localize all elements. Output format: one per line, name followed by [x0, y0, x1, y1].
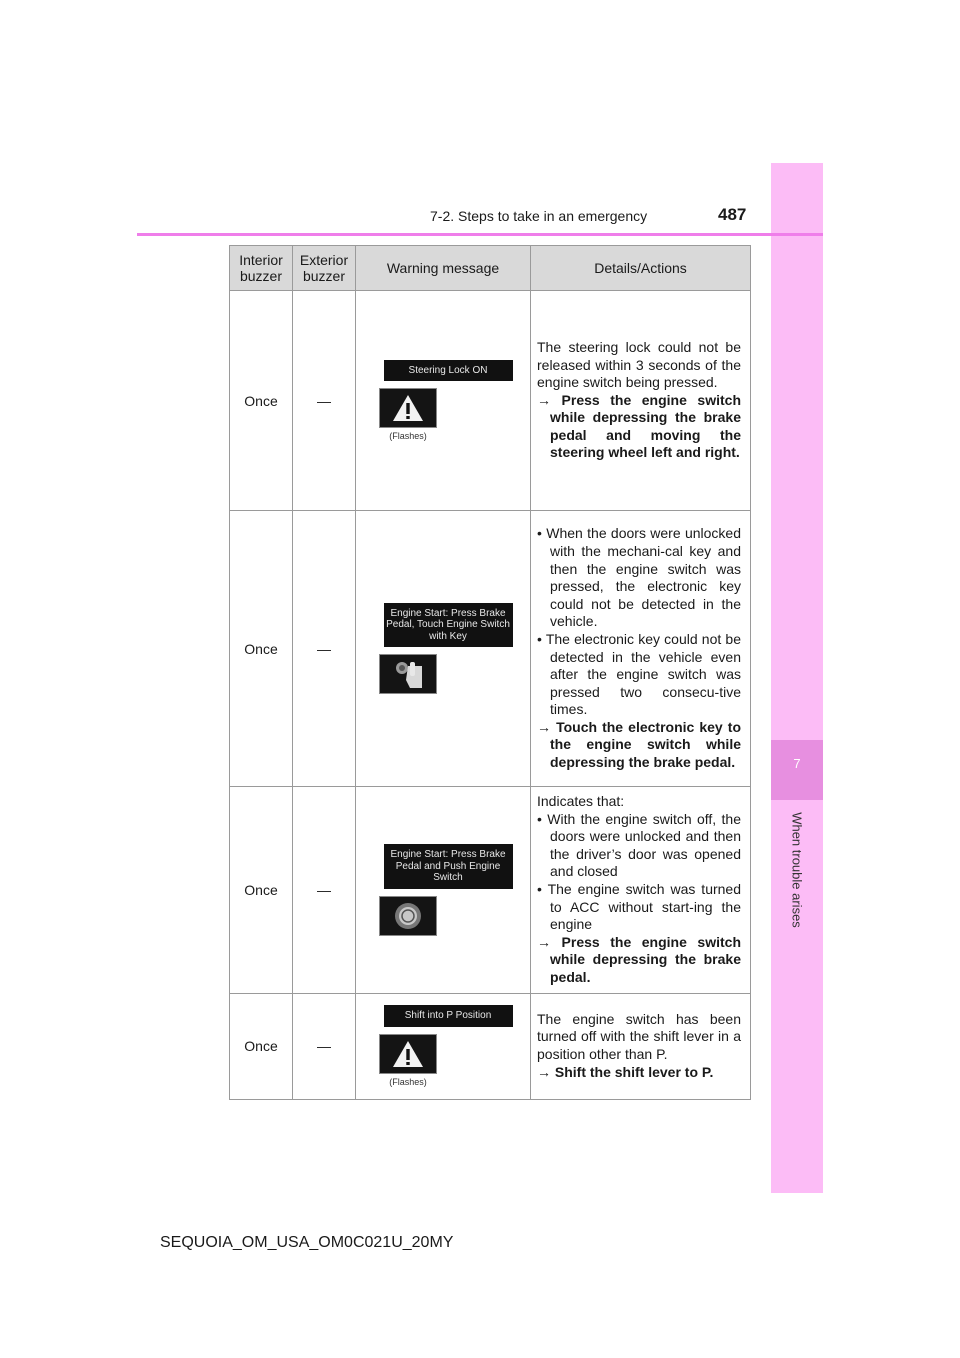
- bullet-icon: •: [537, 525, 547, 542]
- details-cell: [531, 993, 751, 1099]
- warning-message-display: Steering Lock ON: [384, 360, 513, 382]
- warning-message-display: Shift into P Position: [384, 1005, 513, 1027]
- detail-action: → Shift the shift lever to P.: [537, 1063, 714, 1080]
- table-row: [230, 993, 751, 1099]
- bullet-icon: •: [537, 880, 548, 897]
- detail-description: The engine switch has been turned off with the shift lever in a position other than P.: [537, 1010, 741, 1063]
- arrow-icon: →: [537, 1063, 555, 1080]
- header-rule: [137, 233, 823, 236]
- detail-bullet: • With the engine switch off, the doors were unlocked and then the driver’s door was opened and closed: [537, 810, 742, 880]
- detail-intro: Indicates that:: [537, 793, 625, 809]
- flashes-note: (Flashes): [389, 1076, 427, 1087]
- interior-buzzer-cell: Once: [230, 993, 293, 1099]
- page-number: 487: [718, 205, 747, 224]
- chapter-sidebar: [771, 163, 823, 1193]
- arrow-icon: →: [537, 391, 562, 408]
- detail-bullet: • When the doors were unlocked with the mechani-cal key and then the engine switch was pressed, the electronic key could not be detected in the vehicle.: [537, 525, 741, 630]
- warning-message-cell: [356, 511, 531, 787]
- detail-bullet: • The electronic key could not be detected in the vehicle even after the engine switch was pressed two consecu-tive times.: [537, 630, 741, 718]
- header-warning-message: Warning message: [356, 246, 531, 291]
- warning-table: [229, 245, 751, 1100]
- exterior-buzzer-cell: —: [293, 511, 356, 787]
- warning-message-display: Engine Start: Press Brake Pedal, Touch Engine Switch with Key: [384, 603, 513, 648]
- header-interior-buzzer: Interior buzzer: [230, 246, 293, 291]
- interior-buzzer-cell: Once: [230, 787, 293, 994]
- interior-buzzer-cell: Once: [230, 511, 293, 787]
- warning-message-cell: [356, 993, 531, 1099]
- details-cell: [531, 787, 751, 994]
- detail-action: → Touch the electronic key to the engine switch while depressing the brake pedal.: [537, 718, 742, 771]
- warning-message-cell: [356, 787, 531, 994]
- key-touch-icon: [379, 654, 437, 694]
- details-cell: [531, 291, 751, 511]
- header-details-actions: Details/Actions: [531, 246, 751, 291]
- exterior-buzzer-cell: —: [293, 993, 356, 1099]
- table-header-row: [230, 246, 751, 291]
- chapter-number: 7: [793, 756, 801, 771]
- warning-triangle-icon: [379, 388, 437, 428]
- interior-buzzer-cell: Once: [230, 291, 293, 511]
- table-row: [230, 291, 751, 511]
- warning-triangle-icon: [379, 1034, 437, 1074]
- detail-action: → Press the engine switch while depressing the brake pedal and moving the steering wheel left and right.: [537, 391, 741, 461]
- warning-message-display: Engine Start: Press Brake Pedal and Push Engine Switch: [384, 844, 513, 889]
- flashes-note: (Flashes): [389, 431, 427, 442]
- chapter-label: When trouble arises: [789, 812, 805, 928]
- document-footer: SEQUOIA_OM_USA_OM0C021U_20MY: [160, 1234, 454, 1251]
- detail-action: → Press the engine switch while depressing the brake pedal.: [537, 933, 741, 985]
- exterior-buzzer-cell: —: [293, 787, 356, 994]
- bullet-icon: •: [537, 630, 546, 647]
- detail-description: The steering lock could not be released within 3 seconds of the engine switch being pressed.: [537, 338, 741, 391]
- engine-switch-icon: [379, 896, 437, 936]
- exterior-buzzer-cell: —: [293, 291, 356, 511]
- arrow-icon: →: [537, 933, 562, 950]
- bullet-icon: •: [537, 810, 548, 827]
- section-title: 7-2. Steps to take in an emergency: [430, 208, 648, 224]
- arrow-icon: →: [537, 718, 557, 735]
- warning-message-cell: [356, 291, 531, 511]
- table-row: [230, 511, 751, 787]
- header-exterior-buzzer: Exterior buzzer: [293, 246, 356, 291]
- detail-bullet: • The engine switch was turned to ACC without start-ing the engine: [537, 880, 741, 933]
- table-row: [230, 787, 751, 994]
- details-cell: [531, 511, 751, 787]
